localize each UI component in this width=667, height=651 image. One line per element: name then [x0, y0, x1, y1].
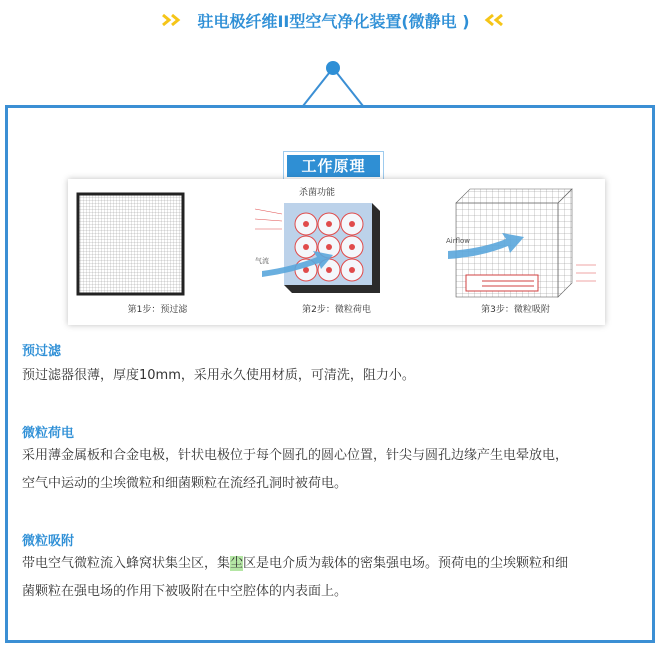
- paragraph-line: 预过滤器很薄，厚度10mm，采用永久使用材质，可清洗，阻力小。: [22, 368, 415, 383]
- step2-title: 杀菌功能: [299, 188, 336, 198]
- step3-caption: 第3步：微粒吸附: [481, 305, 550, 315]
- step1-caption: 第1步：预过滤: [127, 305, 188, 315]
- step1-panel: [68, 179, 247, 325]
- section-text-charging: [22, 442, 647, 498]
- step2-caption: 第2步：微粒荷电: [302, 305, 371, 315]
- airflow-label: 气流: [255, 257, 269, 265]
- step2-panel: [247, 179, 426, 325]
- paragraph-line: 空气中运动的尘埃微粒和细菌颗粒在流经孔洞时被荷电。: [22, 476, 348, 491]
- frame-connector: [0, 0, 667, 110]
- working-principle-diagram: [68, 179, 605, 325]
- paragraph-line: [22, 550, 647, 578]
- section-text-prefilter: [22, 362, 647, 390]
- paragraph-line: 采用薄金属板和合金电极，针状电极位于每个圆孔的圆心位置，针尖与圆孔边缘产生电晕放电，: [22, 448, 569, 463]
- section-text-adsorption: [22, 550, 647, 606]
- highlighted-text: 尘: [230, 556, 244, 571]
- section-heading-adsorption: 微粒吸附: [22, 534, 75, 549]
- text-fragment: 带电空气微粒流入蜂窝状集尘区，集: [22, 556, 231, 571]
- section-heading-prefilter: 预过滤: [22, 344, 62, 359]
- collection-cell: [466, 275, 538, 291]
- paragraph-line: 菌颗粒在强电场的作用下被吸附在中空腔体的内表面上。: [22, 584, 348, 599]
- text-fragment: 区是电介质为载体的密集强电场。预荷电的尘埃颗粒和细: [243, 556, 569, 571]
- airflow-label: Airflow: [446, 237, 471, 245]
- section-heading-charging: 微粒荷电: [22, 426, 75, 441]
- step3-panel: [426, 179, 605, 325]
- connector-dot: [326, 61, 340, 75]
- section-banner: 工作原理: [287, 155, 380, 177]
- electrode-hole-grid: [295, 213, 363, 281]
- page-title: 驻电极纤维II型空气净化装置(微静电 ): [197, 11, 470, 31]
